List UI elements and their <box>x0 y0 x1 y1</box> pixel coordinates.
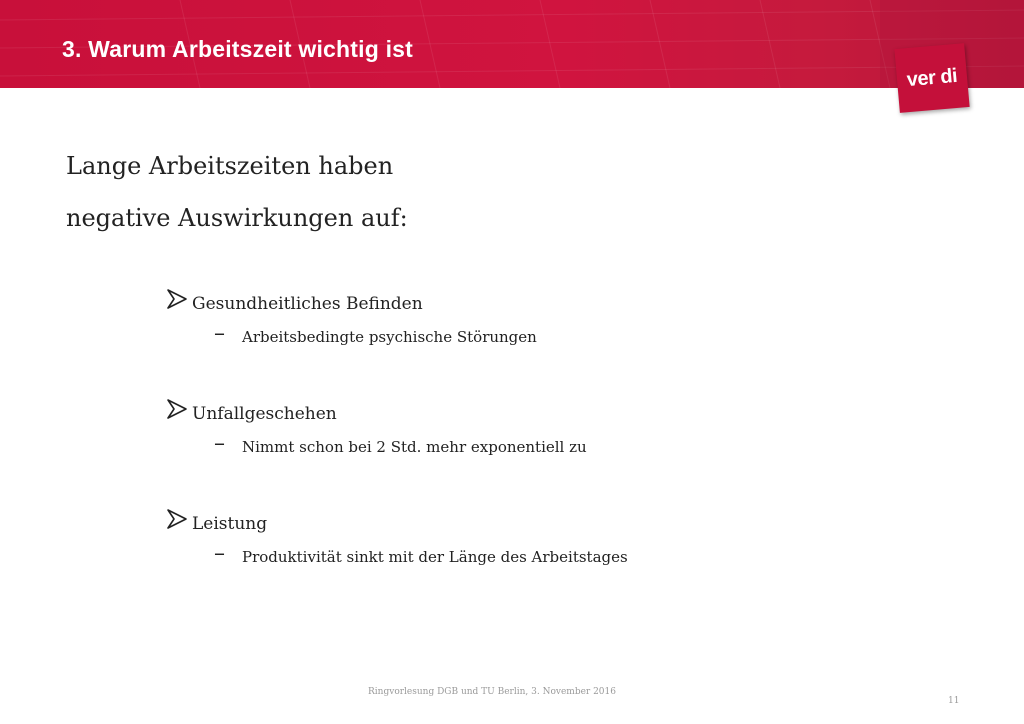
logo-text: ver di <box>905 64 958 91</box>
dash-icon: – <box>214 541 225 566</box>
page-number: 11 <box>948 696 960 706</box>
bullet-list <box>166 288 926 618</box>
dash-icon: – <box>214 321 225 346</box>
bullet-item <box>166 508 926 544</box>
sub-bullet-label: Nimmt schon bei 2 Std. mehr exponentiell zu <box>242 438 587 456</box>
slide-title: 3. Warum Arbeitszeit wichtig ist <box>62 36 414 62</box>
footer-text: Ringvorlesung DGB und TU Berlin, 3. November 2016 <box>368 687 616 697</box>
bullet-label: Unfallgeschehen <box>192 404 337 424</box>
headline-line-2: negative Auswirkungen auf: <box>66 204 408 232</box>
verdi-logo <box>894 43 969 113</box>
sub-bullet-label: Arbeitsbedingte psychische Störungen <box>242 328 537 346</box>
bullet-item <box>166 398 926 434</box>
headline-line-1: Lange Arbeitszeiten haben <box>66 152 394 180</box>
dash-icon: – <box>214 431 225 456</box>
sub-bullet-label: Produktivität sinkt mit der Länge des Arbeitstages <box>242 548 628 566</box>
sub-bullet-item <box>166 541 926 618</box>
sub-bullet-item <box>166 321 926 398</box>
arrow-bullet-icon <box>166 288 188 310</box>
bullet-label: Leistung <box>192 514 268 534</box>
headline <box>66 140 408 244</box>
header-bar <box>0 0 1024 88</box>
bullet-label: Gesundheitliches Befinden <box>192 294 423 314</box>
arrow-bullet-icon <box>166 398 188 420</box>
sub-bullet-item <box>166 431 926 508</box>
bullet-item <box>166 288 926 324</box>
arrow-bullet-icon <box>166 508 188 530</box>
